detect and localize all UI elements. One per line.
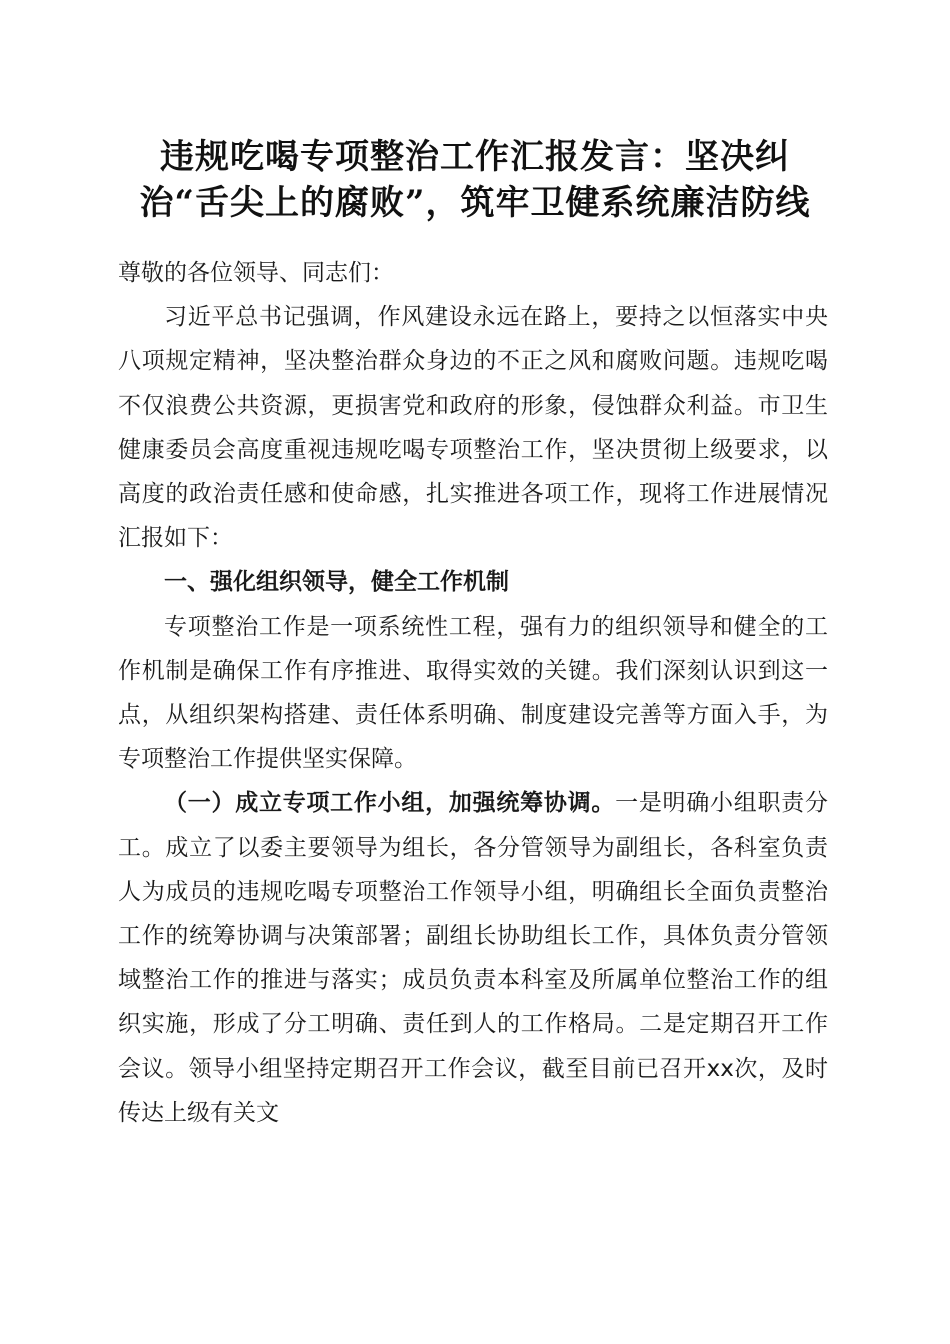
paragraph-section-1: 专项整治工作是一项系统性工程，强有力的组织领导和健全的工作机制是确保工作有序推进、取得实效的关键。我们深刻认识到这一点，从组织架构搭建、责任体系明确、制度建设完善等方面入手，为专项整治工作提供坚实保障。: [118, 613, 828, 773]
subsection-text-1: 一是明确小组职责分工。成立了以委主要领导为组长，各分管领导为副组长，各科室负责人为成员的违规吃喝专项整治工作领导小组，明确组长全面负责整治工作的统筹协调与决策部署；副组长协助组长工作，具体负责分管领域整治工作的推进与落实；成员负责本科室及所属单位整治工作的组织实施，形成了分工明确、责任到人的工作格局。二是定期召开工作会议。领导小组坚持定期召开工作会议，截至目前已召开xx次，及时传达上级有关文: [118, 790, 829, 1126]
document-title: [100, 134, 850, 226]
paragraph-subsection-1: [118, 781, 828, 1135]
subsection-heading-1: （一）成立专项工作小组，加强统筹协调。: [164, 790, 616, 817]
title-line-2: 治“舌尖上的腐败”，筑牢卫健系统廉洁防线: [139, 183, 811, 223]
paragraph-intro: 习近平总书记强调，作风建设永远在路上，要持之以恒落实中央八项规定精神，坚决整治群众身边的不正之风和腐败问题。违规吃喝不仅浪费公共资源，更损害党和政府的形象，侵蚀群众利益。市卫生健康委员会高度重视违规吃喝专项整治工作，坚决贯彻上级要求，以高度的政治责任感和使命感，扎实推进各项工作，现将工作进展情况汇报如下：: [118, 304, 828, 552]
salutation: 尊敬的各位领导、同志们：: [118, 260, 394, 286]
document-body: [118, 251, 828, 1135]
section-heading-1: 一、强化组织领导，健全工作机制: [164, 569, 509, 596]
title-line-1: 违规吃喝专项整治工作汇报发言：坚决纠: [160, 137, 790, 177]
